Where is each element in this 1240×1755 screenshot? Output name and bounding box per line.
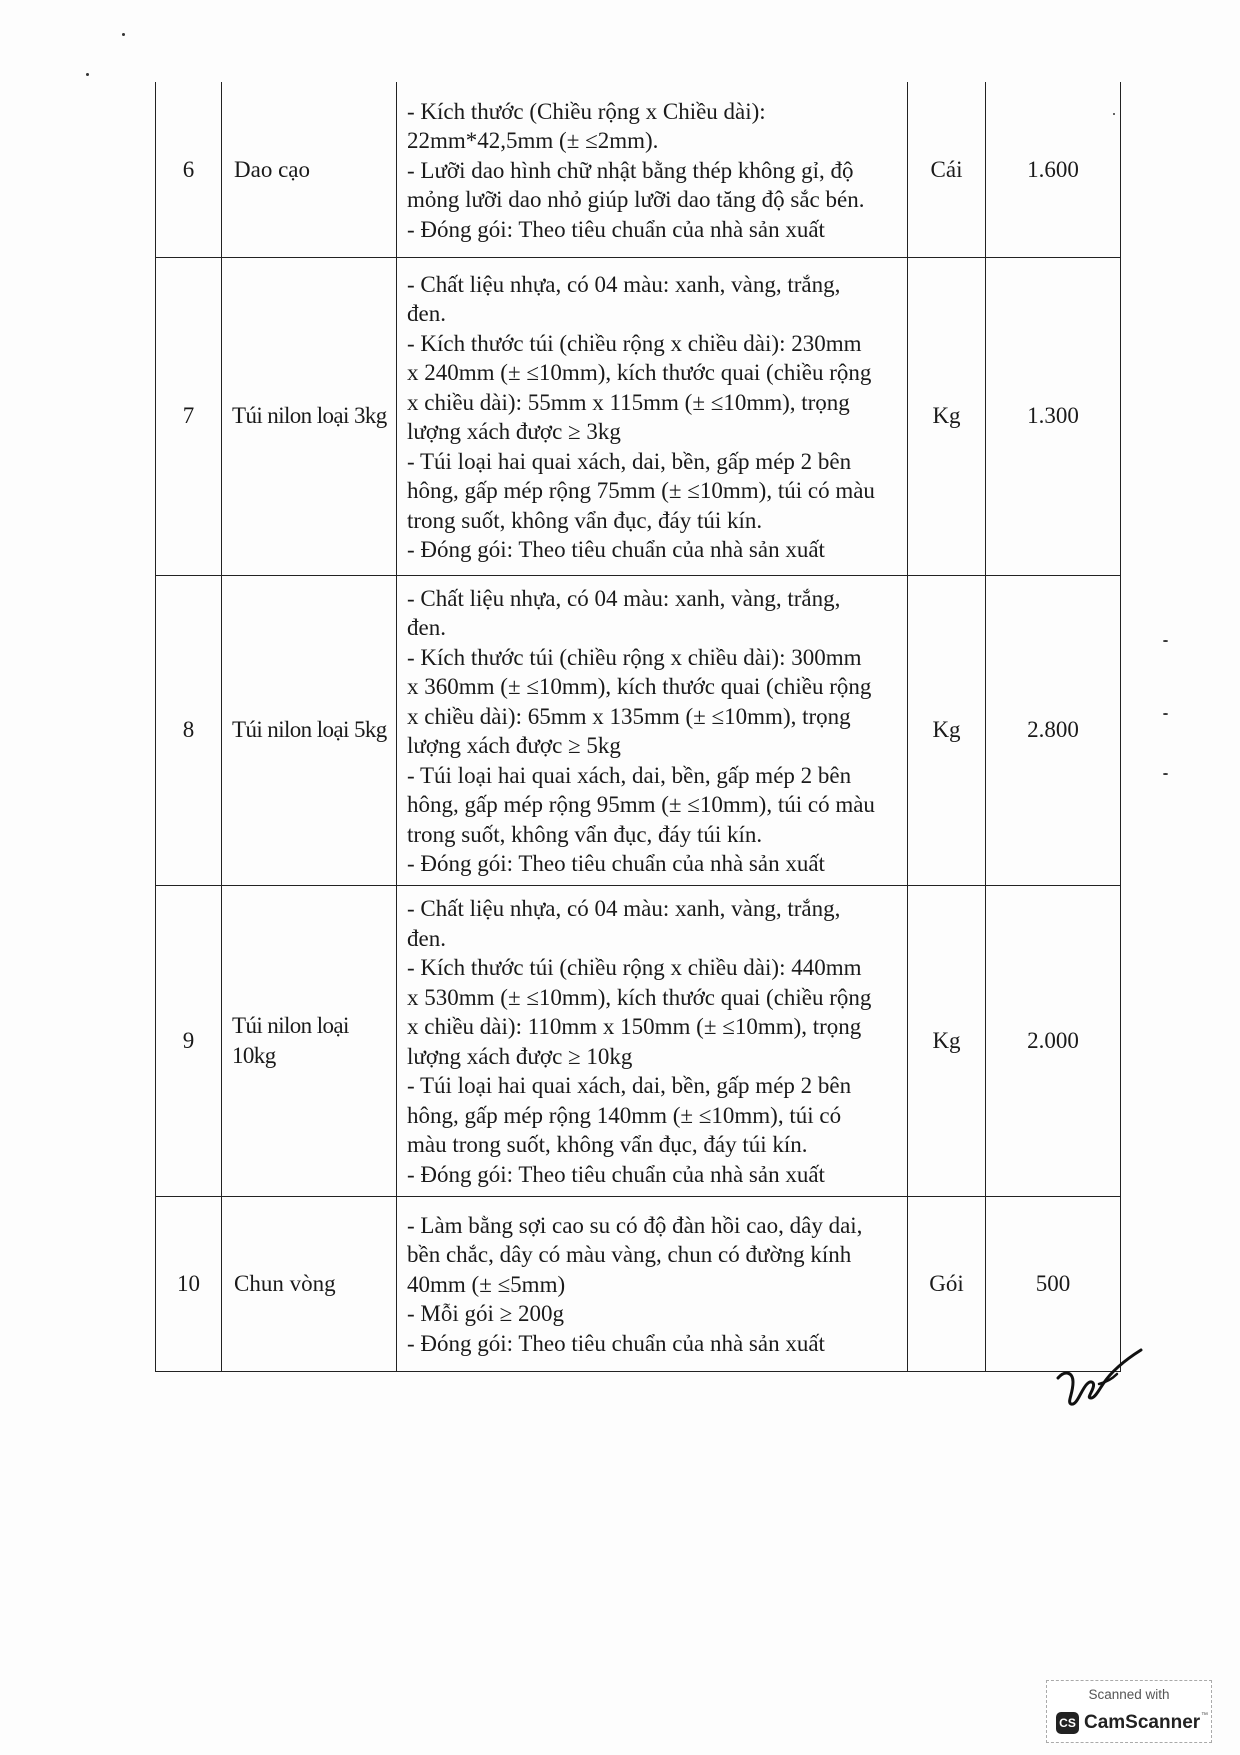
scan-speck [122,33,125,36]
description-line: - Kích thước (Chiều rộng x Chiều dài): [407,98,766,124]
description-line: hông, gấp mép rộng 75mm (± ≤10mm), túi có màu [407,478,875,503]
description-line: - Kích thước túi (chiều rộng x chiều dài): 300mm [407,644,862,670]
unit: Cái [908,82,986,257]
watermark-brand: CamScanner [1084,1712,1201,1733]
description-line: - Chất liệu nhựa, có 04 màu: xanh, vàng, trắng, [407,896,841,921]
item-description [397,575,908,885]
unit: Kg [908,885,986,1196]
row-number: 7 [156,257,222,575]
description-line: x chiều dài): 65mm x 135mm (± ≤10mm), trọng [407,703,851,729]
item-description [397,82,908,257]
table-row [156,885,1121,1196]
description-line: hông, gấp mép rộng 95mm (± ≤10mm), túi có màu [407,792,875,817]
description-line: - Đóng gói: Theo tiêu chuẩn của nhà sản xuất [407,216,825,242]
description-line: bền chắc, dây có màu vàng, chun có đường kính [407,1242,852,1268]
description-line: - Đóng gói: Theo tiêu chuẩn của nhà sản xuất [407,1161,825,1187]
description-line: - Túi loại hai quai xách, dai, bền, gấp mép 2 bên [407,448,852,474]
description-line: trong suốt, không vẩn đục, đáy túi kín. [407,507,763,533]
row-number: 10 [156,1196,222,1371]
description-line: trong suốt, không vẩn đục, đáy túi kín. [407,821,763,847]
description-line: x 360mm (± ≤10mm), kích thước quai (chiều rộng [407,674,872,699]
quantity: 1.300 [986,257,1121,575]
scan-speck [86,73,89,76]
description-line: - Túi loại hai quai xách, dai, bền, gấp mép 2 bên [407,1073,852,1098]
table-row [156,575,1121,885]
item-name: Túi nilon loại 5kg [222,575,397,885]
description-line: - Đóng gói: Theo tiêu chuẩn của nhà sản xuất [407,1330,825,1356]
quantity: 1.600 [986,82,1121,257]
description-line: - Lưỡi dao hình chữ nhật bằng thép không gỉ, độ [407,157,854,183]
description-line: đen. [407,925,446,951]
description-line: đen. [407,615,446,640]
description-line: mỏng lưỡi dao nhỏ giúp lưỡi dao tăng độ sắc bén. [407,187,865,212]
scan-speck [1163,640,1168,642]
item-description [397,885,908,1196]
item-description [397,257,908,575]
quantity: 2.000 [986,885,1121,1196]
table-row [156,257,1121,575]
watermark-caption: Scanned with [1088,1687,1170,1702]
description-line: - Túi loại hai quai xách, dai, bền, gấp mép 2 bên [407,762,852,788]
description-line: lượng xách được ≥ 5kg [407,733,621,758]
description-line: màu trong suốt, không vẩn đục, đáy túi kín. [407,1132,808,1157]
goods-spec-table [155,82,1121,1372]
description-line: x 240mm (± ≤10mm), kích thước quai (chiều rộng [407,360,872,385]
description-line: x chiều dài): 110mm x 150mm (± ≤10mm), trọng [407,1014,862,1039]
description-line: hông, gấp mép rộng 140mm (± ≤10mm), túi có [407,1102,842,1128]
camscanner-logo-icon: CS [1056,1712,1079,1734]
signature-initial [1055,1348,1145,1408]
row-number: 6 [156,82,222,257]
item-name: Túi nilon loại 3kg [222,257,397,575]
item-description [397,1196,908,1371]
quantity: 2.800 [986,575,1121,885]
item-name: Chun vòng [222,1196,397,1371]
description-line: 40mm (± ≤5mm) [407,1271,566,1297]
description-line: lượng xách được ≥ 3kg [407,419,621,444]
unit: Kg [908,575,986,885]
description-line: lượng xách được ≥ 10kg [407,1043,633,1069]
row-number: 9 [156,885,222,1196]
description-line: x chiều dài): 55mm x 115mm (± ≤10mm), trọng [407,389,850,415]
description-line: - Chất liệu nhựa, có 04 màu: xanh, vàng, trắng, [407,271,841,297]
description-line: x 530mm (± ≤10mm), kích thước quai (chiều rộng [407,984,872,1010]
quantity: 500 [986,1196,1121,1371]
description-line: - Đóng gói: Theo tiêu chuẩn của nhà sản xuất [407,851,825,876]
item-name: Túi nilon loại 10kg [222,885,397,1196]
row-number: 8 [156,575,222,885]
description-line: - Kích thước túi (chiều rộng x chiều dài): 230mm [407,330,862,356]
description-line: - Đóng gói: Theo tiêu chuẩn của nhà sản xuất [407,537,825,562]
description-line: - Chất liệu nhựa, có 04 màu: xanh, vàng, trắng, [407,585,841,611]
description-line: đen. [407,301,446,326]
unit: Gói [908,1196,986,1371]
item-name: Dao cạo [222,82,397,257]
table-row [156,1196,1121,1371]
description-line: - Mỗi gói ≥ 200g [407,1301,565,1327]
description-line: - Làm bằng sợi cao su có độ đàn hồi cao, dây dai, [407,1212,863,1238]
description-line: - Kích thước túi (chiều rộng x chiều dài): 440mm [407,955,862,980]
unit: Kg [908,257,986,575]
camscanner-watermark [1046,1680,1212,1743]
table-row [156,82,1121,257]
trademark-mark: ™ [1201,1712,1208,1719]
scan-speck [1163,773,1168,775]
scan-speck [1163,713,1168,715]
description-line: 22mm*42,5mm (± ≤2mm). [407,128,659,153]
